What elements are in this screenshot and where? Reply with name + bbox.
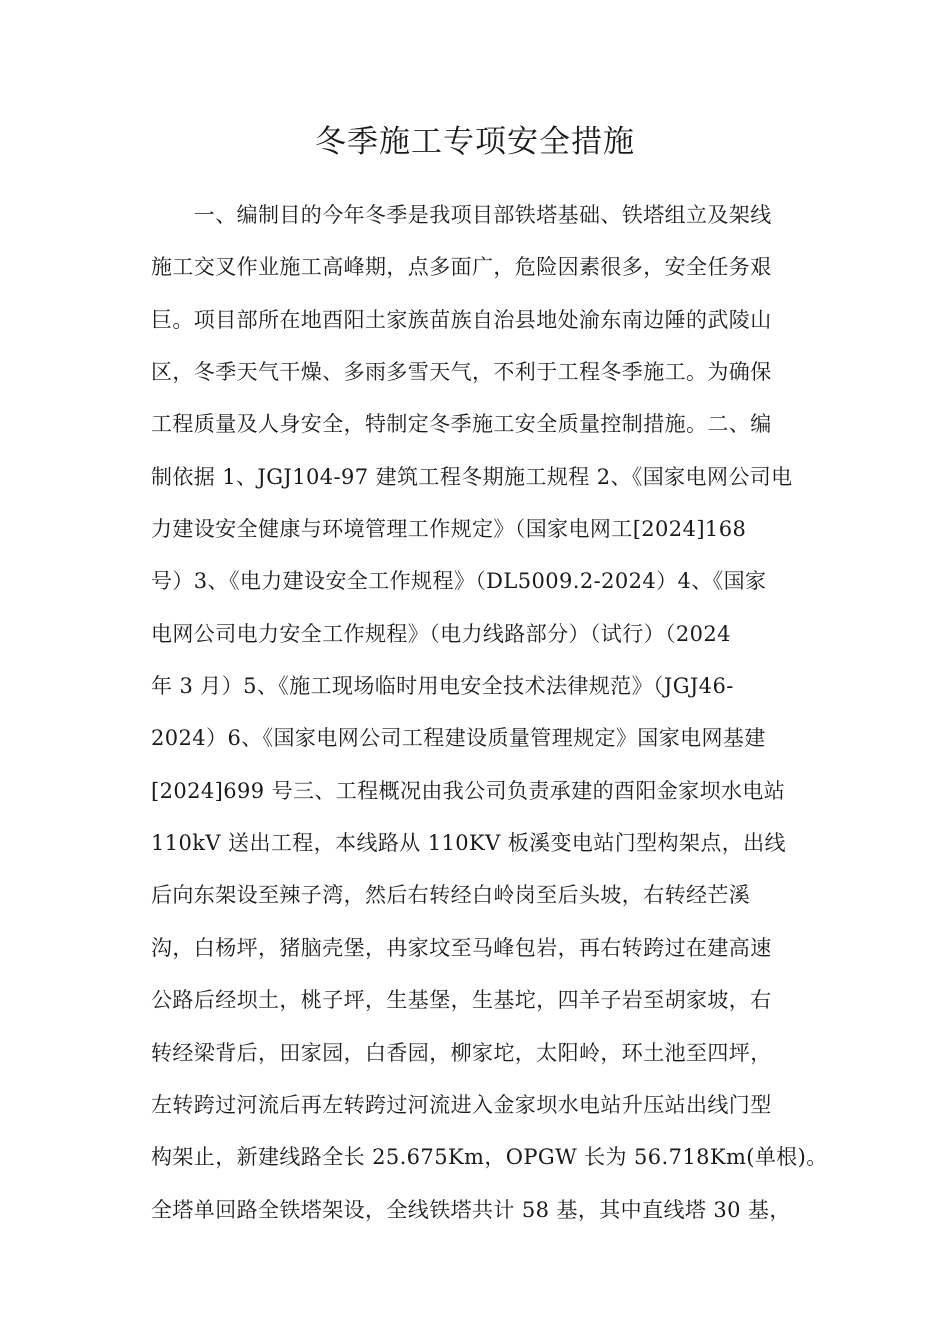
body-line: 电网公司电力安全工作规程》（电力线路部分）（试行）（2024 (151, 621, 731, 646)
body-line: 工程质量及人身安全，特制定冬季施工安全质量控制措施。二、编 (151, 412, 772, 437)
body-line: 力建设安全健康与环境管理工作规定》（国家电网工[2024]168 (151, 517, 747, 542)
body-line: 巨。项目部所在地酉阳土家族苗族自治县地处渝东南边陲的武陵山 (151, 307, 772, 332)
body-line: 沟，白杨坪，猪脑壳堡，冉家坟至马峰包岩，再右转跨过在建高速 (151, 935, 772, 960)
body-line: [2024]699 号三、工程概况由我公司负责承建的酉阳金家坝水电站 (151, 778, 786, 803)
body-line: 年 3 月）5、《施工现场临时用电安全技术法律规范》（JGJ46- (151, 674, 734, 699)
document-title: 冬季施工专项安全措施 (315, 124, 635, 160)
body-line: 区，冬季天气干燥、多雨多雪天气，不利于工程冬季施工。为确保 (151, 360, 772, 385)
body-line: 110kV 送出工程，本线路从 110KV 板溪变电站门型构架点，出线 (151, 831, 786, 856)
body-line: 左转跨过河流后再左转跨过河流进入金家坝水电站升压站出线门型 (151, 1092, 772, 1117)
body-line: 制依据 1、JGJ104-97 建筑工程冬期施工规程 2、《国家电网公司电 (151, 464, 793, 489)
body-line: 施工交叉作业施工高峰期，点多面广，危险因素很多，安全任务艰 (151, 255, 772, 280)
body-line: 号）3、《电力建设安全工作规程》（DL5009.2-2024）4、《国家 (151, 569, 767, 594)
body-line: 后向东架设至辣子湾，然后右转经白岭岗至后头坡，右转经芒溪 (151, 883, 751, 908)
body-line: 公路后经坝土，桃子坪，生基堡，生基坨，四羊子岩至胡家坡，右 (151, 988, 772, 1013)
body-line: 2024）6、《国家电网公司工程建设质量管理规定》国家电网基建 (151, 726, 766, 751)
document-body (151, 192, 828, 1239)
body-line: 转经梁背后，田家园，白香园，柳家坨，太阳岭，环土池至四坪， (151, 1040, 772, 1065)
body-line: 全塔单回路全铁塔架设，全线铁塔共计 58 基，其中直线塔 30 基， (151, 1197, 791, 1222)
body-line: 构架止，新建线路全长 25.675Km，OPGW 长为 56.718Km(单根)。 (151, 1145, 828, 1170)
body-line: 一、编制目的今年冬季是我项目部铁塔基础、铁塔组立及架线 (151, 203, 772, 227)
